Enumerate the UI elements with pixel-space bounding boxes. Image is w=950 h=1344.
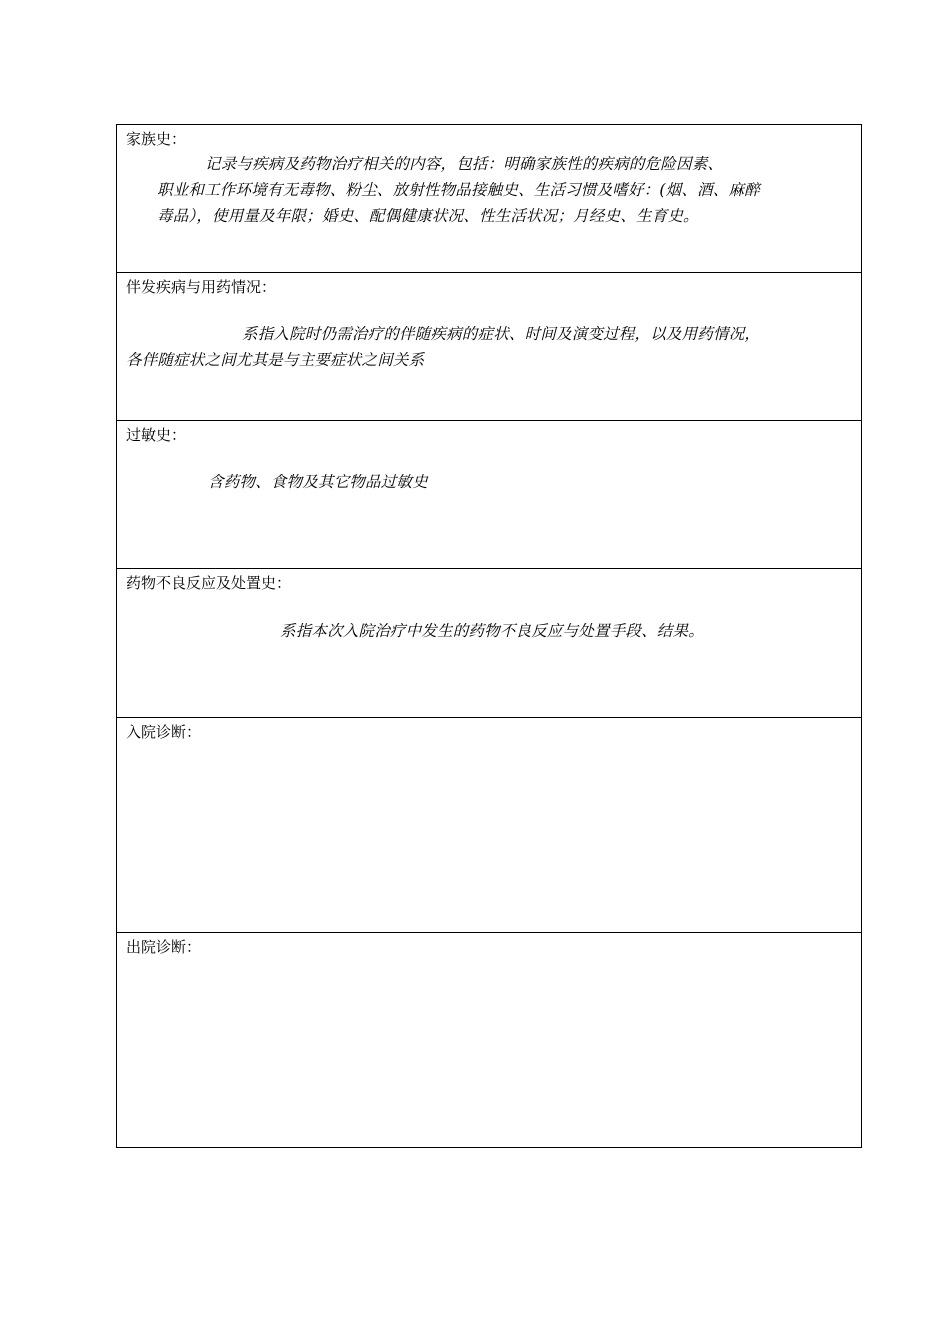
section-label: 伴发疾病与用药情况：: [126, 278, 277, 296]
section-comorbidity-medication: [117, 273, 861, 421]
note-line: 各伴随症状之间尤其是与主要症状之间关系: [126, 351, 425, 369]
section-label: 家族史：: [126, 130, 187, 148]
section-family-history: [117, 125, 861, 273]
section-note: [208, 469, 428, 495]
section-note: [126, 321, 760, 373]
section-label: 出院诊断：: [126, 938, 202, 956]
note-line: 含药物、食物及其它物品过敏史: [208, 473, 428, 491]
note-line: 记录与疾病及药物治疗相关的内容，包括：明确家族性的疾病的危险因素、: [205, 155, 724, 173]
note-line: 职业和工作环境有无毒物、粉尘、放射性物品接触史、生活习惯及嗜好：(烟、酒、麻醉: [157, 181, 760, 199]
note-line: 系指入院时仍需治疗的伴随疾病的症状、时间及演变过程，以及用药情况，: [242, 325, 761, 343]
section-label: 入院诊断：: [126, 723, 202, 741]
section-discharge-diagnosis: [117, 933, 861, 1147]
section-label: 过敏史：: [126, 426, 187, 444]
section-allergy-history: [117, 421, 861, 569]
section-adverse-reaction-history: [117, 569, 861, 718]
section-note: [157, 151, 760, 229]
section-label: 药物不良反应及处置史：: [126, 574, 292, 592]
note-line: 系指本次入院治疗中发生的药物不良反应与处置手段、结果。: [280, 622, 704, 640]
medical-record-form: [116, 124, 862, 1148]
note-line: 毒品），使用量及年限；婚史、配偶健康状况、性生活状况；月经史、生育史。: [157, 207, 699, 225]
section-admission-diagnosis: [117, 718, 861, 933]
section-note: [280, 618, 704, 644]
